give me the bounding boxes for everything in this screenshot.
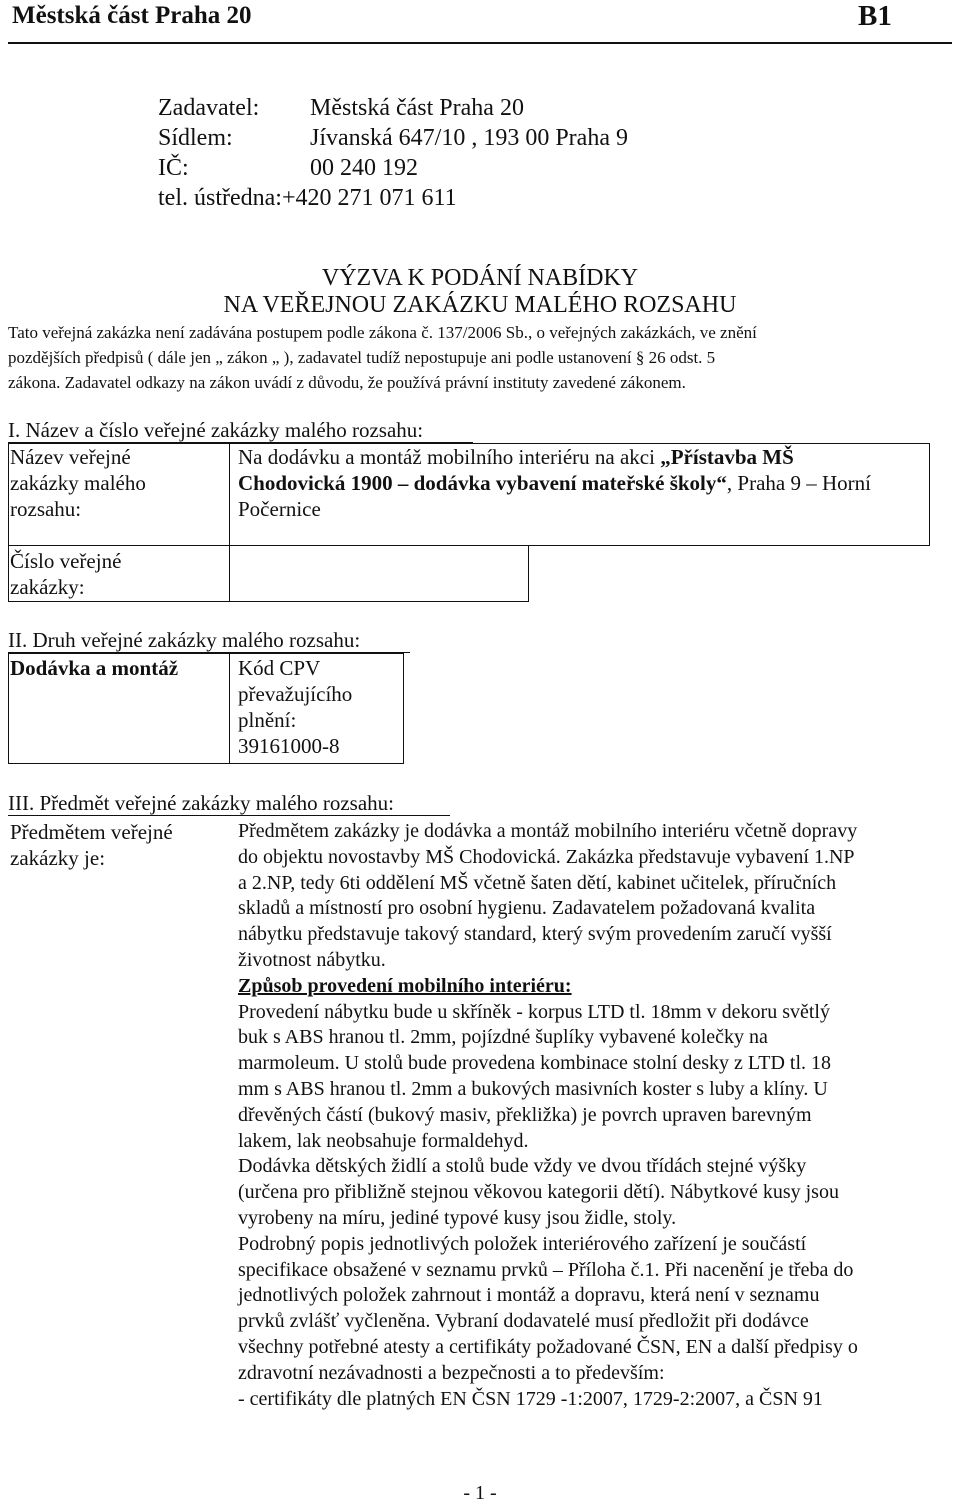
cpv-line: Kód CPV bbox=[238, 656, 321, 680]
subject-line: Předmětem zakázky je dodávka a montáž mobilního interiéru včetně dopravy bbox=[238, 820, 858, 842]
cpv-code bbox=[238, 655, 352, 759]
subject-line: do objektu novostavby MŠ Chodovická. Zakázka představuje vybavení 1.NP bbox=[238, 845, 855, 868]
label-line: rozsahu: bbox=[10, 497, 82, 521]
label-line: Předmětem veřejné bbox=[10, 820, 173, 844]
contact-row bbox=[158, 93, 628, 123]
contact-row bbox=[158, 153, 628, 183]
subject-line: specifikace obsažené v seznamu prvků – Příloha č.1. Při nacenění je třeba do bbox=[238, 1258, 854, 1281]
type-divider bbox=[229, 653, 230, 763]
section-3-heading-underline bbox=[8, 815, 450, 816]
document-title-line-2: NA VEŘEJNOU ZAKÁZKU MALÉHO ROZSAHU bbox=[223, 292, 737, 318]
subject-line: marmoleum. U stolů bude provedena kombinace stolní desky z LTD tl. 18 bbox=[238, 1052, 832, 1075]
name-suffix: , Praha 9 – Horní bbox=[726, 471, 871, 495]
document-title-line-1: VÝZVA K PODÁNÍ NABÍDKY bbox=[321, 265, 639, 291]
subject-line: (určena pro přibližně stejnou věkovou kategorii dětí). Nábytkové kusy jsou bbox=[238, 1181, 839, 1204]
contract-name-label bbox=[10, 444, 146, 522]
contact-row bbox=[158, 183, 628, 213]
subject-subheading: Způsob provedení mobilního interiéru: bbox=[238, 974, 572, 997]
header-rule bbox=[8, 42, 952, 44]
contact-value: 00 240 192 bbox=[310, 155, 418, 181]
intro-paragraph bbox=[8, 320, 952, 395]
subject-line: dřevěných částí (bukový masiv, překližka) je povrch upraven barevným bbox=[238, 1103, 812, 1126]
subject-line: skladů a místností pro osobní hygienu. Zadavatelem požadovaná kvalita bbox=[238, 897, 816, 920]
intro-line: zákona. Zadavatel odkazy na zákon uvádí z důvodu, že používá právní instituty zavedené zákonem. bbox=[8, 373, 686, 392]
label-line: zakázky malého bbox=[10, 471, 146, 495]
contact-value: +420 271 071 611 bbox=[281, 185, 457, 211]
subject-line: Dodávka dětských židlí a stolů bude vždy ve dvou třídách stejné výšky bbox=[238, 1155, 807, 1178]
subject-line: Podrobný popis jednotlivých položek interiérového zařízení je součástí bbox=[238, 1232, 807, 1255]
header-title: Městská část Praha 20 bbox=[12, 2, 252, 29]
subject-line: zdravotní nezávadnosti a bezpečnosti a to především: bbox=[238, 1361, 665, 1384]
name-line-3: Počernice bbox=[238, 497, 321, 521]
intro-line: pozdějších předpisů ( dále jen „ zákon „ ), zadavatel tudíž nepostupuje ani podle ustanovení § 26 odst. 5 bbox=[8, 348, 716, 367]
contact-value: Městská část Praha 20 bbox=[310, 95, 524, 121]
subject-line: mm s ABS hranou tl. 2mm a bukových masivních koster s luby a klíny. U bbox=[238, 1077, 828, 1100]
section-3-heading: III. Předmět veřejné zakázky malého rozsahu: bbox=[8, 791, 394, 815]
label-line: Číslo veřejné bbox=[10, 549, 122, 573]
contract-type: Dodávka a montáž bbox=[10, 656, 179, 680]
contact-label: Zadavatel: bbox=[158, 95, 260, 121]
subject-line: Provedení nábytku bude u skříněk - korpus LTD tl. 18mm v dekoru světlý bbox=[238, 1000, 830, 1023]
section-1-heading: I. Název a číslo veřejné zakázky malého rozsahu: bbox=[8, 418, 424, 442]
contact-block bbox=[158, 93, 628, 213]
subject-line: buk s ABS hranou tl. 2mm, pojízdné šuplíky vybavené kolečky na bbox=[238, 1026, 768, 1049]
page-number: - 1 - bbox=[463, 1482, 497, 1504]
subject-line: vyrobeny na míru, jediné typové kusy jsou židle, stoly. bbox=[238, 1206, 677, 1229]
name-prefix: Na dodávku a montáž mobilního interiéru na akci bbox=[238, 445, 661, 469]
subject-line: prvků zvlášť vyčleněna. Vybraní dodavatelé musí předložit při dodávce bbox=[238, 1310, 809, 1333]
cpv-line: 39161000-8 bbox=[238, 734, 340, 758]
subject-label bbox=[10, 819, 173, 871]
header-code: B1 bbox=[858, 0, 892, 32]
contract-number-label bbox=[10, 548, 121, 600]
contact-row bbox=[158, 123, 628, 153]
subject-text bbox=[238, 819, 938, 1412]
cpv-line: plnění: bbox=[238, 708, 297, 732]
name-bold-1: „Přístavba MŠ bbox=[660, 445, 794, 469]
contract-name-value bbox=[238, 444, 928, 522]
label-line: zakázky je: bbox=[10, 846, 106, 870]
subject-line: jednotlivých položek zahrnout i montáž a dopravu, která není v seznamu bbox=[238, 1284, 820, 1307]
subject-line: všechny potřebné atesty a certifikáty požadované ČSN, EN a další předpisy o bbox=[238, 1335, 858, 1358]
contact-label: Sídlem: bbox=[158, 125, 233, 151]
section-2-heading: II. Druh veřejné zakázky malého rozsahu: bbox=[8, 628, 361, 652]
subject-line: životnost nábytku. bbox=[238, 948, 386, 971]
name-bold-2: Chodovická 1900 – dodávka vybavení mateřské školy“ bbox=[238, 471, 727, 495]
subject-line: nábytku představuje takový standard, který svým provedením zaručí vyšší bbox=[238, 923, 832, 946]
label-line: Název veřejné bbox=[10, 445, 131, 469]
subject-line: - certifikáty dle platných EN ČSN 1729 -1:2007, 1729-2:2007, a ČSN 91 bbox=[238, 1387, 823, 1410]
contact-value: Jívanská 647/10 , 193 00 Praha 9 bbox=[310, 125, 628, 151]
contact-label: tel. ústředna: bbox=[158, 185, 282, 211]
subject-line: a 2.NP, tedy 6ti oddělení MŠ včetně šaten dětí, kabinet učitelek, příručních bbox=[238, 871, 837, 894]
intro-line: Tato veřejná zakázka není zadávána postupem podle zákona č. 137/2006 Sb., o veřejných zakázkách, ve znění bbox=[8, 323, 757, 342]
label-line: zakázky: bbox=[10, 575, 85, 599]
cpv-line: převažujícího bbox=[238, 682, 353, 706]
contact-label: IČ: bbox=[158, 155, 189, 181]
subject-line: lakem, lak neobsahuje formaldehyd. bbox=[238, 1129, 529, 1152]
